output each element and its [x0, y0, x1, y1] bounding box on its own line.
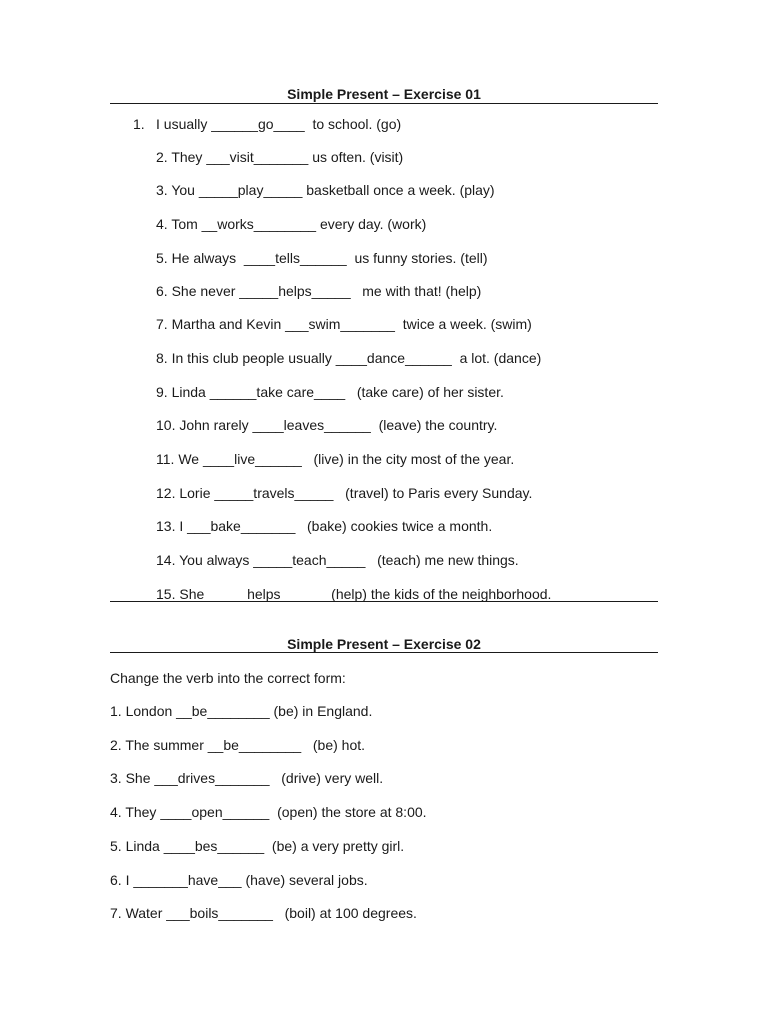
- exercise-2-item-5: 5. Linda ____bes______ (be) a very pretty girl.: [110, 838, 405, 854]
- exercise-2-item-3: 3. She ___drives_______ (drive) very well.: [110, 770, 384, 786]
- exercise-1-title: Simple Present – Exercise 01: [287, 86, 481, 102]
- exercise-1-item-8: 8. In this club people usually ____dance______ a lot. (dance): [156, 350, 542, 366]
- exercise-1-item-14: 14. You always _____teach_____ (teach) me new things.: [156, 552, 519, 568]
- exercise-1-item-6: 6. She never _____helps_____ me with that! (help): [156, 283, 482, 299]
- exercise-1-item-1: I usually ______go____ to school. (go): [156, 116, 402, 132]
- exercise-1-item-11: 11. We ____live______ (live) in the city most of the year.: [156, 451, 515, 467]
- exercise-1-item-13: 13. I ___bake_______ (bake) cookies twice a month.: [156, 518, 493, 534]
- exercise-2-item-1: 1. London __be________ (be) in England.: [110, 703, 373, 719]
- exercise-2-item-7: 7. Water ___boils_______ (boil) at 100 degrees.: [110, 905, 417, 921]
- exercise-1-item-12: 12. Lorie _____travels_____ (travel) to Paris every Sunday.: [156, 485, 533, 501]
- exercise-1-item-1-number: 1.: [133, 116, 145, 132]
- exercise-1-bottom-rule: [110, 601, 658, 602]
- exercise-1-item-7: 7. Martha and Kevin ___swim_______ twice a week. (swim): [156, 316, 532, 332]
- exercise-1-item-3: 3. You _____play_____ basketball once a week. (play): [156, 182, 495, 198]
- exercise-1-top-rule: [110, 103, 658, 104]
- exercise-1-item-5: 5. He always ____tells______ us funny stories. (tell): [156, 250, 488, 266]
- exercise-1-item-9: 9. Linda ______take care____ (take care) of her sister.: [156, 384, 504, 400]
- exercise-1-item-4: 4. Tom __works________ every day. (work): [156, 216, 427, 232]
- exercise-1-item-2: 2. They ___visit_______ us often. (visit): [156, 149, 404, 165]
- exercise-2-item-2: 2. The summer __be________ (be) hot.: [110, 737, 366, 753]
- exercise-2-title: Simple Present – Exercise 02: [287, 636, 481, 652]
- exercise-2-top-rule: [110, 652, 658, 653]
- exercise-2-instruction: Change the verb into the correct form:: [110, 670, 346, 686]
- exercise-2-item-4: 4. They ____open______ (open) the store at 8:00.: [110, 804, 427, 820]
- exercise-2-item-6: 6. I _______have___ (have) several jobs.: [110, 872, 368, 888]
- exercise-1-item-15: 15. She _____helps_____ (help) the kids of the neighborhood.: [156, 586, 552, 602]
- exercise-1-item-10: 10. John rarely ____leaves______ (leave) the country.: [156, 417, 498, 433]
